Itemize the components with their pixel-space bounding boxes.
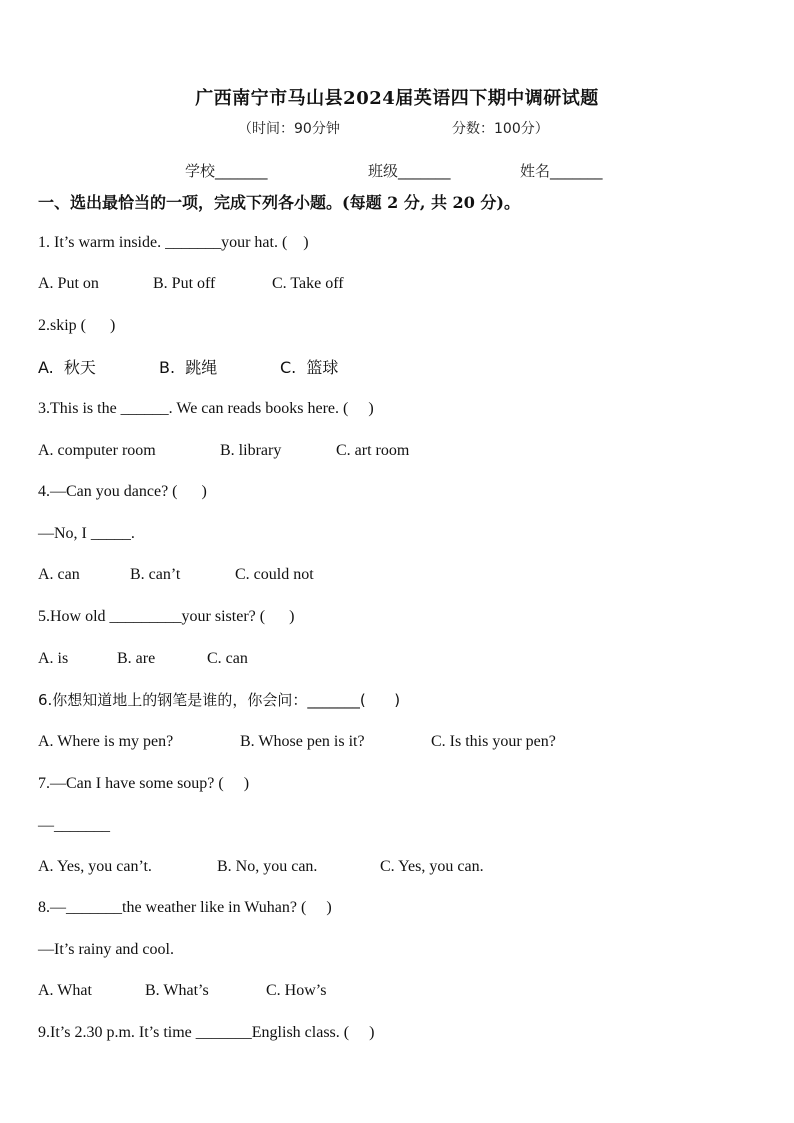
option-a[interactable]: A. is (38, 650, 69, 667)
option-b[interactable]: B. What’s (145, 982, 209, 999)
question-8-answer-line: —It’s rainy and cool. (38, 941, 174, 958)
option-c[interactable]: C. 篮球 (280, 358, 339, 377)
option-a[interactable]: A. computer room (38, 442, 156, 459)
option-c[interactable]: C. can (207, 650, 248, 667)
option-b[interactable]: B. Put off (153, 275, 216, 292)
option-a[interactable]: A. What (38, 982, 92, 999)
option-c[interactable]: C. How’s (266, 982, 327, 999)
question-1-stem: 1. It’s warm inside. _______your hat. ( ) (38, 234, 309, 251)
option-b[interactable]: B. Whose pen is it? (240, 733, 365, 750)
name-field[interactable]: 姓名_______ (520, 162, 603, 180)
option-c[interactable]: C. could not (235, 566, 314, 583)
question-8-stem: 8.—_______the weather like in Wuhan? ( ) (38, 899, 332, 916)
option-b[interactable]: B. library (220, 442, 282, 459)
exam-time: （时间：90分钟 (238, 121, 340, 137)
option-a[interactable]: A. Put on (38, 275, 99, 292)
option-a[interactable]: A. 秋天 (38, 358, 96, 377)
class-field[interactable]: 班级_______ (368, 162, 451, 180)
option-a[interactable]: A. Where is my pen? (38, 733, 174, 750)
option-c[interactable]: C. art room (336, 442, 410, 459)
question-9-stem: 9.It’s 2.30 p.m. It’s time _______English class. ( ) (38, 1024, 375, 1041)
option-b[interactable]: B. are (117, 650, 156, 667)
option-a[interactable]: A. Yes, you can’t. (38, 858, 152, 875)
question-7-stem: 7.—Can I have some soup? ( ) (38, 775, 250, 792)
section-heading: 一、选出最恰当的一项，完成下列各小题。(每题 2 分, 共 20 分)。 (38, 193, 520, 212)
question-2-stem: 2.skip ( ) (38, 317, 116, 334)
question-3-stem: 3.This is the ______. We can reads books here. ( ) (38, 400, 374, 417)
question-4-stem: 4.—Can you dance? ( ) (38, 483, 207, 500)
exam-title: 广西南宁市马山县2024届英语四下期中调研试题 (195, 88, 599, 109)
option-c[interactable]: C. Yes, you can. (380, 858, 484, 875)
option-c[interactable]: C. Is this your pen? (431, 733, 556, 750)
school-field[interactable]: 学校_______ (185, 162, 268, 180)
option-b[interactable]: B. 跳绳 (159, 358, 218, 377)
exam-score: 分数：100分） (452, 121, 549, 137)
option-c[interactable]: C. Take off (272, 275, 344, 292)
option-b[interactable]: B. No, you can. (217, 858, 318, 875)
question-5-stem: 5.How old _________your sister? ( ) (38, 608, 295, 625)
option-a[interactable]: A. can (38, 566, 80, 583)
question-6-stem: 6.你想知道地上的钢笔是谁的，你会问：_______( ) (38, 691, 401, 709)
question-7-answer-line: —_______ (38, 817, 110, 834)
question-4-answer-line: —No, I _____. (38, 525, 135, 542)
option-b[interactable]: B. can’t (130, 566, 181, 583)
